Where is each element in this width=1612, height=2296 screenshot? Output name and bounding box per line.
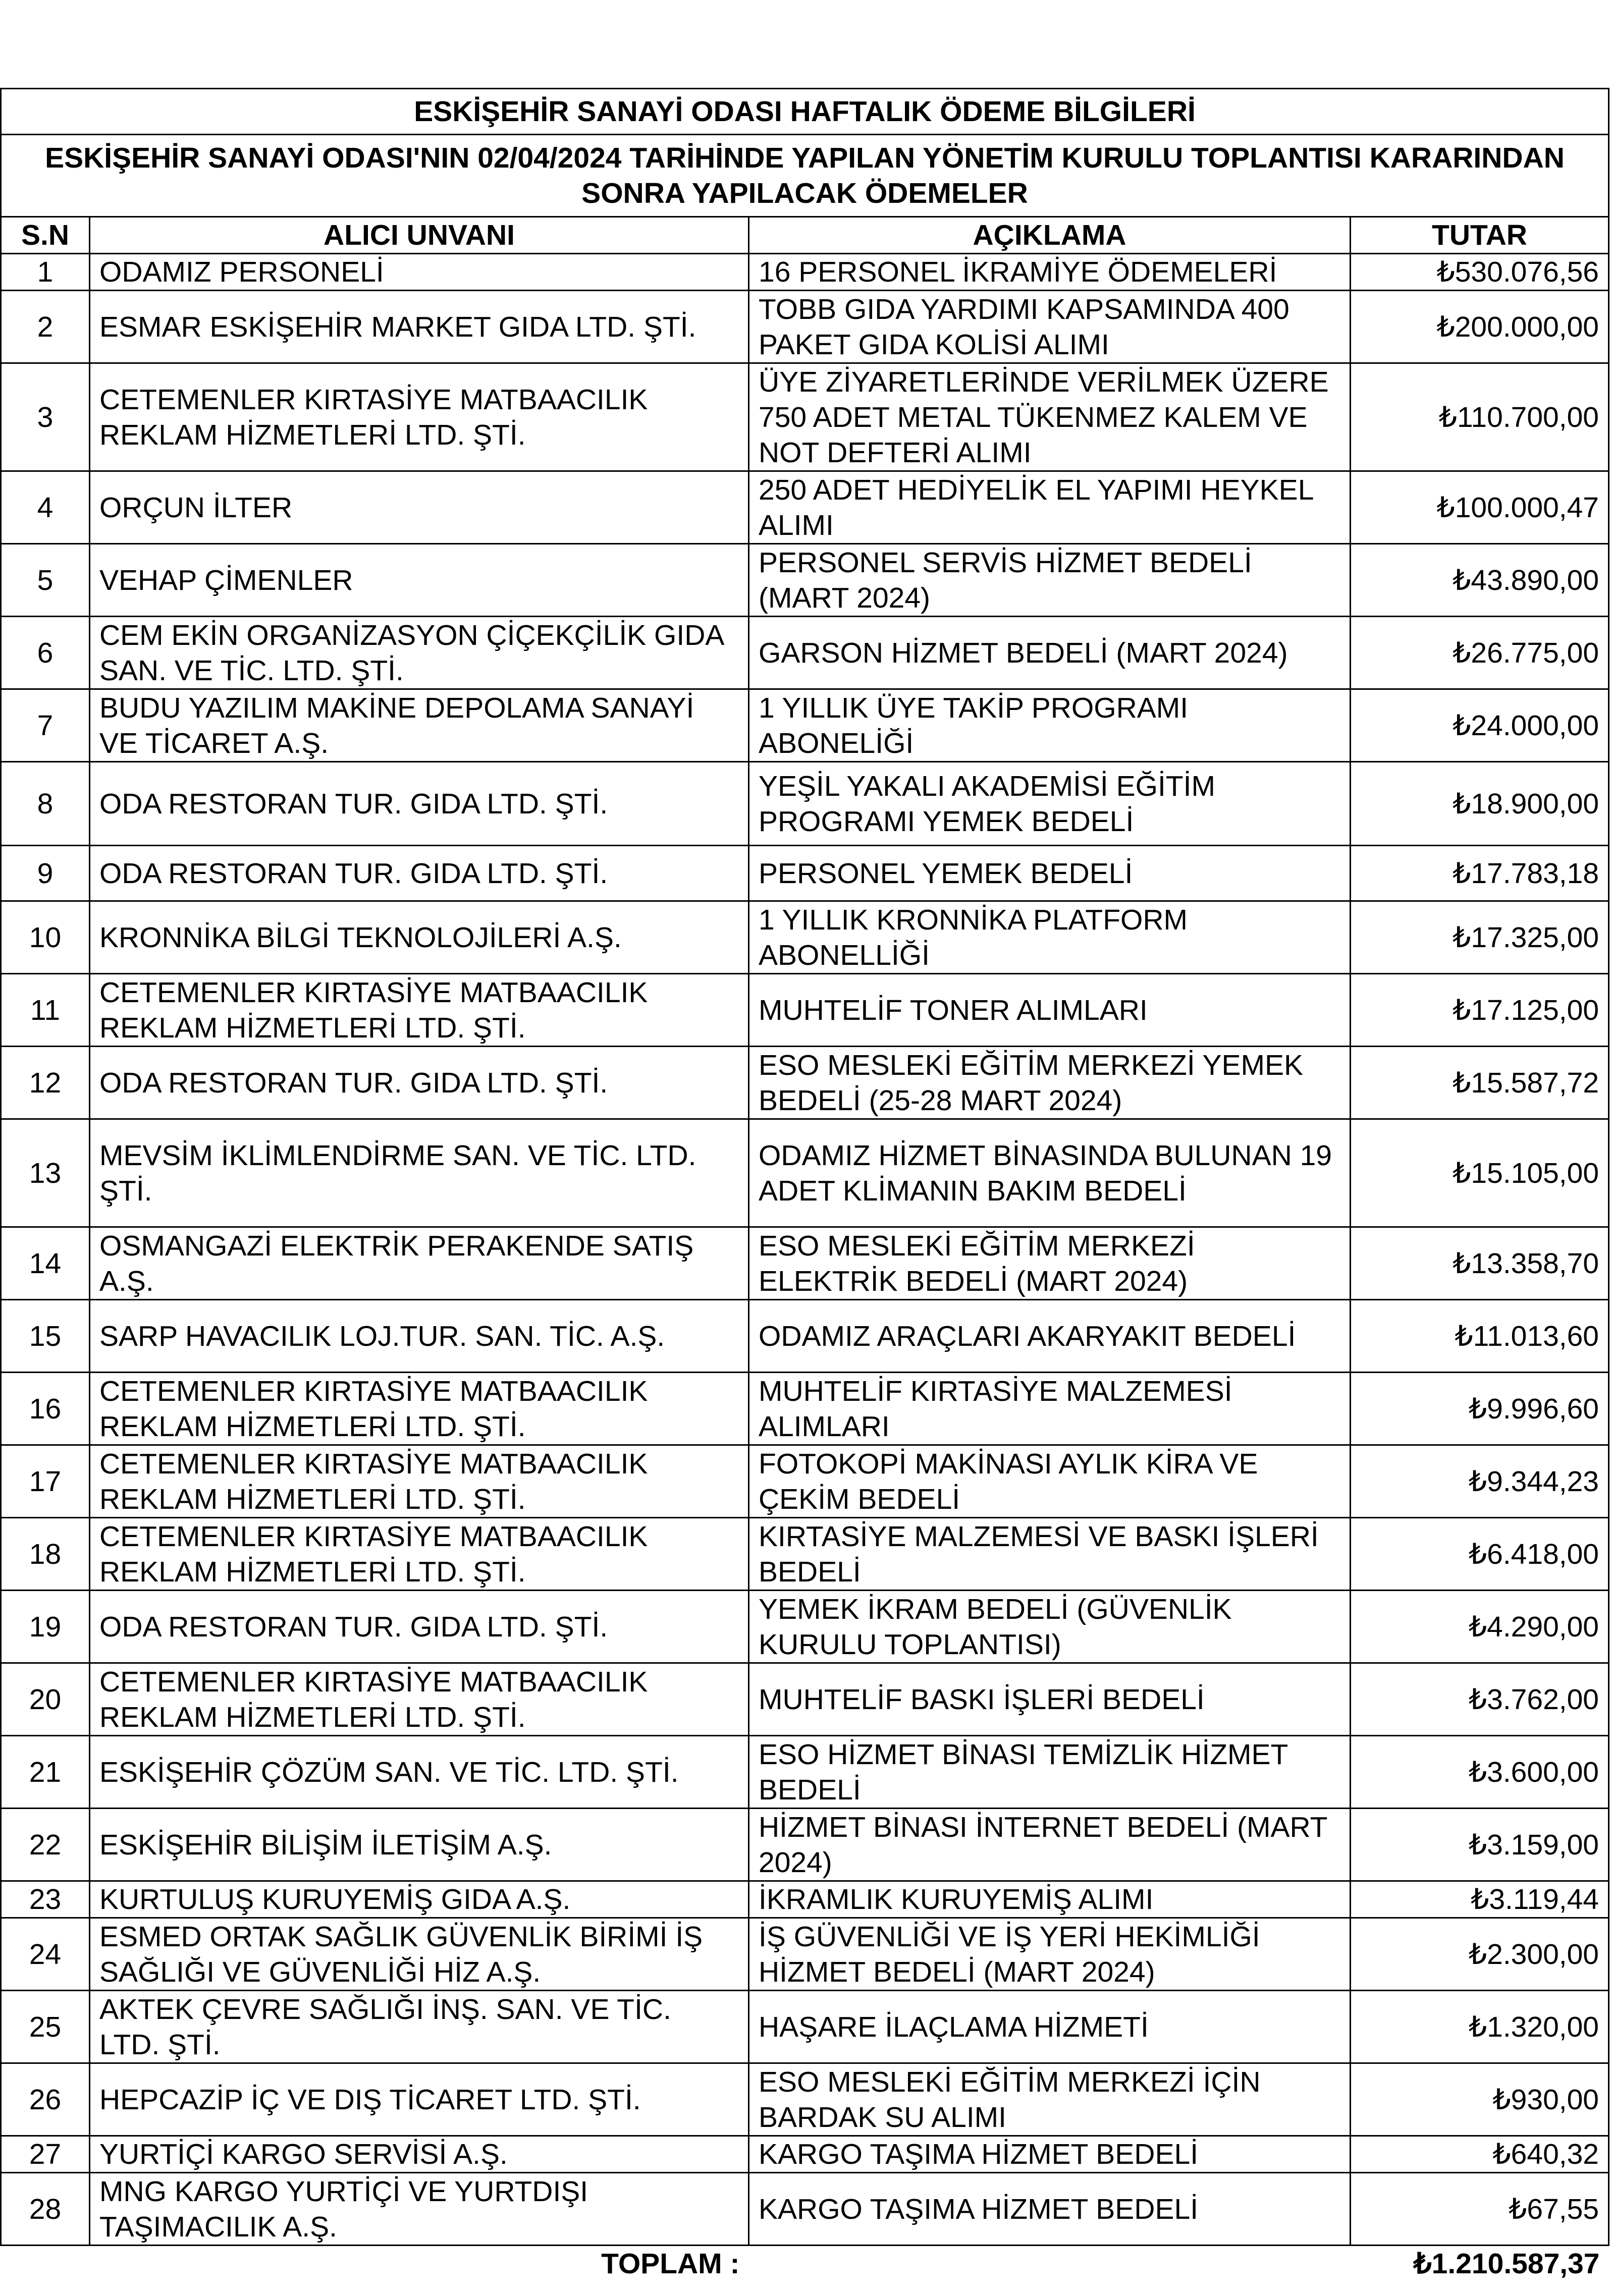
row-description: HİZMET BİNASI İNTERNET BEDELİ (MART 2024) [749,1809,1351,1881]
table-row [1,974,1609,1047]
table-row [1,1736,1609,1809]
row-description: FOTOKOPİ MAKİNASI AYLIK KİRA VE ÇEKİM BEDELİ [749,1445,1351,1518]
row-sn: 28 [1,2173,90,2246]
row-amount: ₺110.700,00 [1351,363,1609,471]
payments-table [0,88,1609,2281]
row-sn: 15 [1,1300,90,1373]
row-sn: 13 [1,1119,90,1227]
table-row [1,1300,1609,1373]
row-sn: 7 [1,689,90,762]
row-amount: ₺43.890,00 [1351,544,1609,617]
row-recipient: ODAMIZ PERSONELİ [90,254,749,291]
row-amount: ₺3.119,44 [1351,1881,1609,1918]
row-description: KIRTASİYE MALZEMESİ VE BASKI İŞLERİ BEDELİ [749,1518,1351,1591]
header-recipient: ALICI UNVANI [90,217,749,254]
row-sn: 9 [1,846,90,901]
row-amount: ₺17.125,00 [1351,974,1609,1047]
row-description: PERSONEL YEMEK BEDELİ [749,846,1351,901]
row-amount: ₺3.159,00 [1351,1809,1609,1881]
row-sn: 2 [1,291,90,363]
row-recipient: ESKİŞEHİR ÇÖZÜM SAN. VE TİC. LTD. ŞTİ. [90,1736,749,1809]
row-description: MUHTELİF BASKI İŞLERİ BEDELİ [749,1663,1351,1736]
row-recipient: SARP HAVACILIK LOJ.TUR. SAN. TİC. A.Ş. [90,1300,749,1373]
table-row [1,1119,1609,1227]
row-description: YEMEK İKRAM BEDELİ (GÜVENLİK KURULU TOPLANTISI) [749,1591,1351,1663]
row-recipient: CEM EKİN ORGANİZASYON ÇİÇEKÇİLİK GIDA SAN. VE TİC. LTD. ŞTİ. [90,617,749,689]
row-amount: ₺15.587,72 [1351,1047,1609,1119]
row-description: 1 YILLIK KRONNİKA PLATFORM ABONELLİĞİ [749,901,1351,974]
row-description: PERSONEL SERVİS HİZMET BEDELİ (MART 2024) [749,544,1351,617]
row-description: 16 PERSONEL İKRAMİYE ÖDEMELERİ [749,254,1351,291]
document-subtitle: ESKİŞEHİR SANAYİ ODASI'NIN 02/04/2024 TARİHİNDE YAPILAN YÖNETİM KURULU TOPLANTISI KARARINDAN SONRA YAPILACAK ÖDEMELER [1,135,1609,217]
table-row [1,1881,1609,1918]
row-amount: ₺200.000,00 [1351,291,1609,363]
header-sn: S.N [1,217,90,254]
table-row [1,471,1609,544]
row-amount: ₺6.418,00 [1351,1518,1609,1591]
row-recipient: CETEMENLER KIRTASİYE MATBAACILIK REKLAM HİZMETLERİ LTD. ŞTİ. [90,1663,749,1736]
row-recipient: KURTULUŞ KURUYEMİŞ GIDA A.Ş. [90,1881,749,1918]
row-amount: ₺3.762,00 [1351,1663,1609,1736]
row-amount: ₺67,55 [1351,2173,1609,2246]
row-description: TOBB GIDA YARDIMI KAPSAMINDA 400 PAKET GIDA KOLİSİ ALIMI [749,291,1351,363]
row-amount: ₺11.013,60 [1351,1300,1609,1373]
row-recipient: ODA RESTORAN TUR. GIDA LTD. ŞTİ. [90,1047,749,1119]
row-sn: 4 [1,471,90,544]
table-row [1,291,1609,363]
row-description: KARGO TAŞIMA HİZMET BEDELİ [749,2173,1351,2246]
row-sn: 6 [1,617,90,689]
row-description: ODAMIZ HİZMET BİNASINDA BULUNAN 19 ADET KLİMANIN BAKIM BEDELİ [749,1119,1351,1227]
table-row [1,901,1609,974]
row-amount: ₺530.076,56 [1351,254,1609,291]
header-row [1,217,1609,254]
table-row [1,1591,1609,1663]
row-recipient: HEPCAZİP İÇ VE DIŞ TİCARET LTD. ŞTİ. [90,2063,749,2136]
row-description: 250 ADET HEDİYELİK EL YAPIMI HEYKEL ALIMI [749,471,1351,544]
row-sn: 17 [1,1445,90,1518]
table-row [1,1518,1609,1591]
row-sn: 11 [1,974,90,1047]
row-sn: 18 [1,1518,90,1591]
row-amount: ₺18.900,00 [1351,762,1609,846]
row-amount: ₺930,00 [1351,2063,1609,2136]
row-amount: ₺9.996,60 [1351,1373,1609,1445]
row-sn: 26 [1,2063,90,2136]
row-description: İŞ GÜVENLİĞİ VE İŞ YERİ HEKİMLİĞİ HİZMET BEDELİ (MART 2024) [749,1918,1351,1991]
table-row [1,762,1609,846]
title-row [1,89,1609,135]
row-recipient: ODA RESTORAN TUR. GIDA LTD. ŞTİ. [90,762,749,846]
table-row [1,1991,1609,2063]
row-recipient: CETEMENLER KIRTASİYE MATBAACILIK REKLAM HİZMETLERİ LTD. ŞTİ. [90,1445,749,1518]
row-recipient: AKTEK ÇEVRE SAĞLIĞI İNŞ. SAN. VE TİC. LTD. ŞTİ. [90,1991,749,2063]
row-description: ESO HİZMET BİNASI TEMİZLİK HİZMET BEDELİ [749,1736,1351,1809]
table-row [1,254,1609,291]
row-recipient: ESMAR ESKİŞEHİR MARKET GIDA LTD. ŞTİ. [90,291,749,363]
row-amount: ₺17.783,18 [1351,846,1609,901]
row-sn: 14 [1,1227,90,1300]
row-sn: 25 [1,1991,90,2063]
row-description: ESO MESLEKİ EĞİTİM MERKEZİ İÇİN BARDAK SU ALIMI [749,2063,1351,2136]
row-amount: ₺13.358,70 [1351,1227,1609,1300]
row-recipient: CETEMENLER KIRTASİYE MATBAACILIK REKLAM HİZMETLERİ LTD. ŞTİ. [90,1373,749,1445]
table-row [1,846,1609,901]
row-amount: ₺2.300,00 [1351,1918,1609,1991]
row-recipient: CETEMENLER KIRTASİYE MATBAACILIK REKLAM HİZMETLERİ LTD. ŞTİ. [90,974,749,1047]
row-sn: 20 [1,1663,90,1736]
row-recipient: CETEMENLER KIRTASİYE MATBAACILIK REKLAM HİZMETLERİ LTD. ŞTİ. [90,1518,749,1591]
row-recipient: CETEMENLER KIRTASİYE MATBAACILIK REKLAM HİZMETLERİ LTD. ŞTİ. [90,363,749,471]
row-recipient: VEHAP ÇİMENLER [90,544,749,617]
row-sn: 12 [1,1047,90,1119]
row-amount: ₺100.000,47 [1351,471,1609,544]
table-row [1,617,1609,689]
row-description: MUHTELİF KIRTASİYE MALZEMESİ ALIMLARI [749,1373,1351,1445]
row-description: İKRAMLIK KURUYEMİŞ ALIMI [749,1881,1351,1918]
header-description: AÇIKLAMA [749,217,1351,254]
total-amount: ₺1.210.587,37 [1413,2248,1600,2280]
table-row [1,1663,1609,1736]
row-recipient: ORÇUN İLTER [90,471,749,544]
row-recipient: KRONNİKA BİLGİ TEKNOLOJİLERİ A.Ş. [90,901,749,974]
row-description: ESO MESLEKİ EĞİTİM MERKEZİ YEMEK BEDELİ (25-28 MART 2024) [749,1047,1351,1119]
document-title: ESKİŞEHİR SANAYİ ODASI HAFTALIK ÖDEME BİLGİLERİ [1,89,1609,135]
row-amount: ₺1.320,00 [1351,1991,1609,2063]
row-sn: 3 [1,363,90,471]
row-recipient: ESKİŞEHİR BİLİŞİM İLETİŞİM A.Ş. [90,1809,749,1881]
table-row [1,363,1609,471]
row-recipient: ODA RESTORAN TUR. GIDA LTD. ŞTİ. [90,846,749,901]
row-sn: 1 [1,254,90,291]
row-sn: 27 [1,2136,90,2173]
row-amount: ₺15.105,00 [1351,1119,1609,1227]
row-amount: ₺26.775,00 [1351,617,1609,689]
row-description: 1 YILLIK ÜYE TAKİP PROGRAMI ABONELİĞİ [749,689,1351,762]
table-row [1,1373,1609,1445]
row-amount: ₺640,32 [1351,2136,1609,2173]
table-row [1,1047,1609,1119]
row-description: HAŞARE İLAÇLAMA HİZMETİ [749,1991,1351,2063]
row-recipient: MEVSİM İKLİMLENDİRME SAN. VE TİC. LTD. ŞTİ. [90,1119,749,1227]
row-recipient: OSMANGAZİ ELEKTRİK PERAKENDE SATIŞ A.Ş. [90,1227,749,1300]
row-sn: 5 [1,544,90,617]
table-row [1,1809,1609,1881]
header-amount: TUTAR [1351,217,1609,254]
total-label: TOPLAM : [601,2248,740,2280]
row-sn: 10 [1,901,90,974]
row-amount: ₺17.325,00 [1351,901,1609,974]
row-description: KARGO TAŞIMA HİZMET BEDELİ [749,2136,1351,2173]
subtitle-row [1,135,1609,217]
row-amount: ₺3.600,00 [1351,1736,1609,1809]
row-description: ESO MESLEKİ EĞİTİM MERKEZİ ELEKTRİK BEDELİ (MART 2024) [749,1227,1351,1300]
row-description: GARSON HİZMET BEDELİ (MART 2024) [749,617,1351,689]
table-row [1,689,1609,762]
table-row [1,1227,1609,1300]
row-amount: ₺4.290,00 [1351,1591,1609,1663]
table-row [1,2063,1609,2136]
row-description: MUHTELİF TONER ALIMLARI [749,974,1351,1047]
row-description: YEŞİL YAKALI AKADEMİSİ EĞİTİM PROGRAMI YEMEK BEDELİ [749,762,1351,846]
row-description: ODAMIZ ARAÇLARI AKARYAKIT BEDELİ [749,1300,1351,1373]
table-row [1,2173,1609,2246]
row-recipient: MNG KARGO YURTİÇİ VE YURTDIŞI TAŞIMACILIK A.Ş. [90,2173,749,2246]
row-sn: 8 [1,762,90,846]
total-row [1,2246,1609,2282]
row-sn: 22 [1,1809,90,1881]
table-row [1,1445,1609,1518]
table-row [1,544,1609,617]
row-amount: ₺24.000,00 [1351,689,1609,762]
table-row [1,2136,1609,2173]
row-sn: 19 [1,1591,90,1663]
row-sn: 21 [1,1736,90,1809]
row-sn: 24 [1,1918,90,1991]
row-recipient: ESMED ORTAK SAĞLIK GÜVENLİK BİRİMİ İŞ SAĞLIĞI VE GÜVENLİĞİ HİZ A.Ş. [90,1918,749,1991]
row-description: ÜYE ZİYARETLERİNDE VERİLMEK ÜZERE 750 ADET METAL TÜKENMEZ KALEM VE NOT DEFTERİ ALIMI [749,363,1351,471]
row-sn: 23 [1,1881,90,1918]
row-sn: 16 [1,1373,90,1445]
row-recipient: BUDU YAZILIM MAKİNE DEPOLAMA SANAYİ VE TİCARET A.Ş. [90,689,749,762]
table-row [1,1918,1609,1991]
row-amount: ₺9.344,23 [1351,1445,1609,1518]
row-recipient: ODA RESTORAN TUR. GIDA LTD. ŞTİ. [90,1591,749,1663]
row-recipient: YURTİÇİ KARGO SERVİSİ A.Ş. [90,2136,749,2173]
